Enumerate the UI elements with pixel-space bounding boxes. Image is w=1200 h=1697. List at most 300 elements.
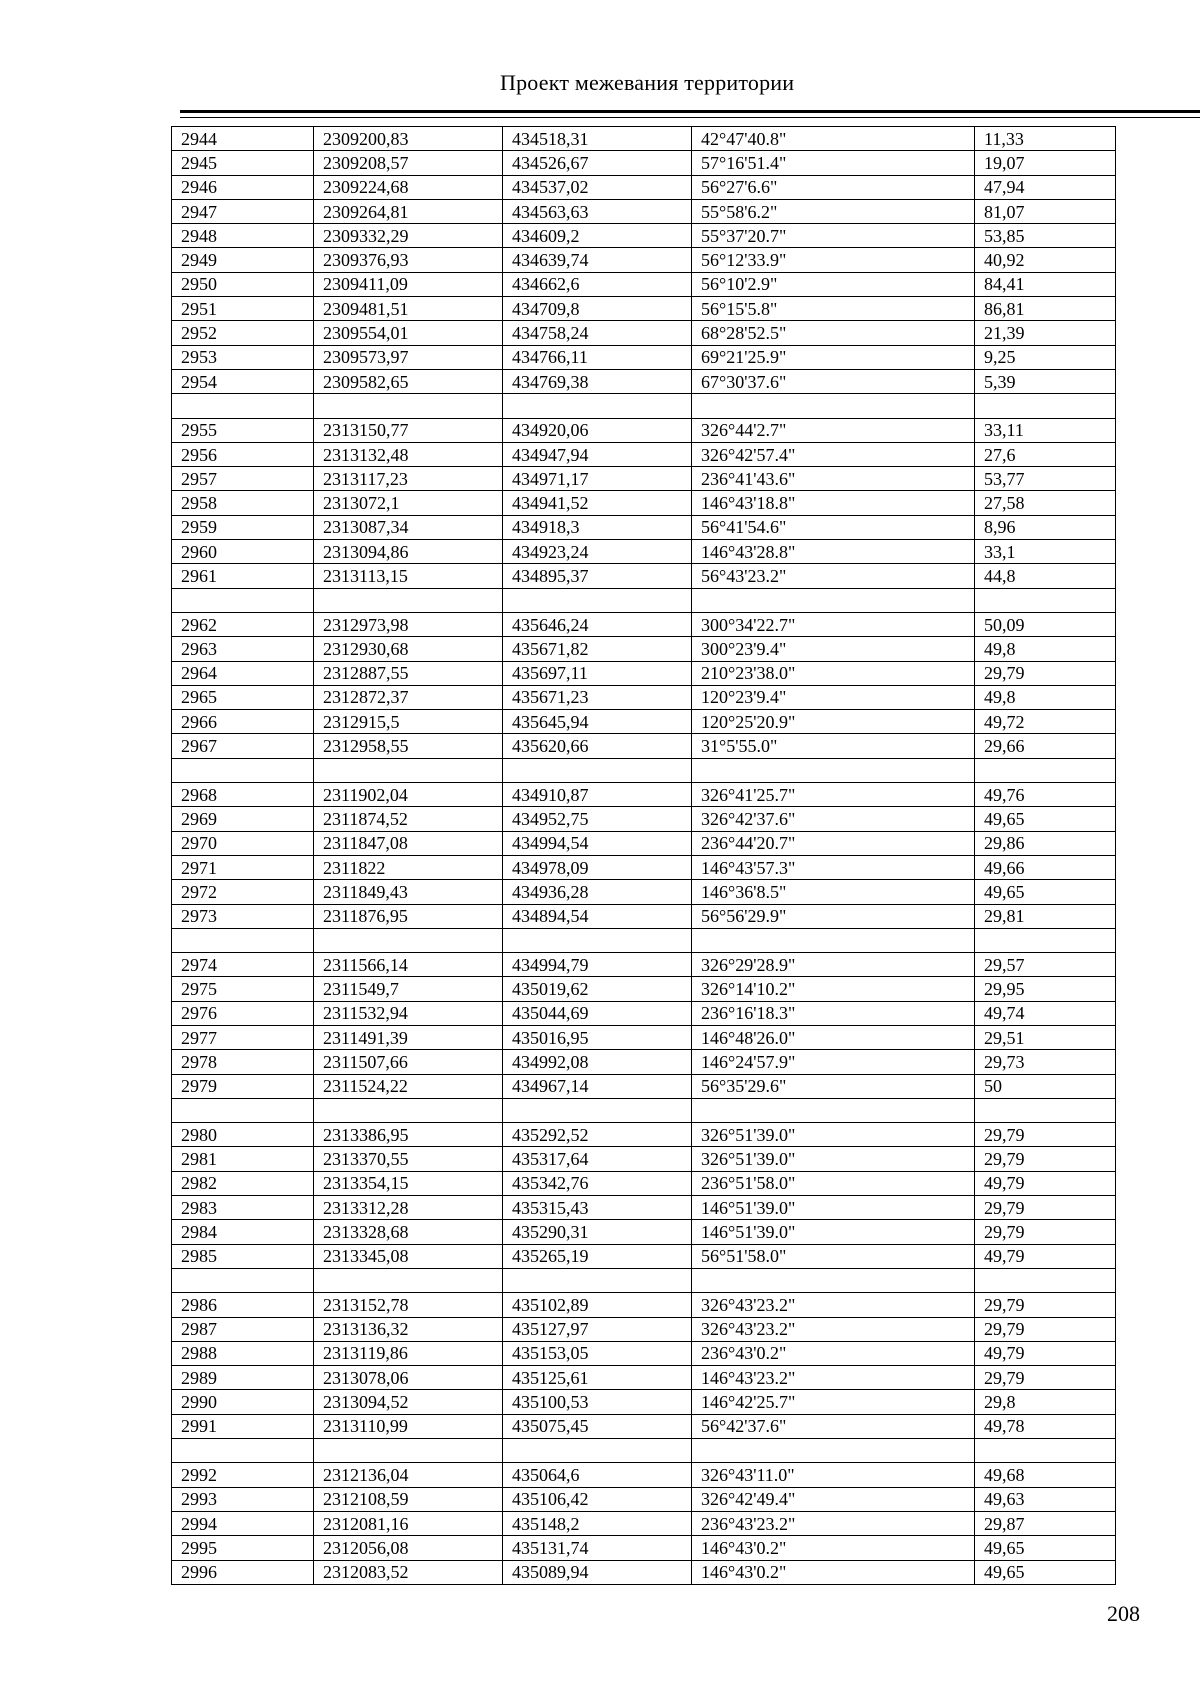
cell-direction-angle: 67°30'37.6" <box>692 369 975 393</box>
cell-direction-angle: 146°51'39.0" <box>692 1196 975 1220</box>
cell-x-coordinate: 2311902,04 <box>314 783 503 807</box>
cell-direction-angle: 56°35'29.6" <box>692 1074 975 1098</box>
cell-direction-angle: 236°51'58.0" <box>692 1171 975 1195</box>
table-row <box>172 1171 1116 1195</box>
cell-x-coordinate: 2311849,43 <box>314 880 503 904</box>
cell-length: 49,79 <box>975 1171 1116 1195</box>
cell-y-coordinate: 435671,23 <box>503 685 692 709</box>
table-separator-row <box>172 758 1116 782</box>
cell-y-coordinate: 434609,2 <box>503 224 692 248</box>
coordinates-table <box>171 126 1116 1585</box>
cell-x-coordinate: 2312108,59 <box>314 1487 503 1511</box>
table-row <box>172 1536 1116 1560</box>
table-row <box>172 127 1116 151</box>
cell-direction-angle: 326°44'2.7" <box>692 418 975 442</box>
cell-x-coordinate: 2311491,39 <box>314 1025 503 1049</box>
cell-y-coordinate: 435102,89 <box>503 1293 692 1317</box>
cell-direction-angle: 56°12'33.9" <box>692 248 975 272</box>
cell-direction-angle: 146°43'18.8" <box>692 491 975 515</box>
cell-y-coordinate <box>503 1098 692 1122</box>
cell-point-number: 2977 <box>172 1025 314 1049</box>
table-row <box>172 1560 1116 1584</box>
cell-direction-angle: 236°43'23.2" <box>692 1511 975 1535</box>
cell-y-coordinate: 435646,24 <box>503 612 692 636</box>
cell-length: 44,8 <box>975 564 1116 588</box>
cell-length: 81,07 <box>975 199 1116 223</box>
cell-y-coordinate: 434967,14 <box>503 1074 692 1098</box>
cell-direction-angle: 56°43'23.2" <box>692 564 975 588</box>
cell-point-number: 2987 <box>172 1317 314 1341</box>
cell-length <box>975 1439 1116 1463</box>
cell-length: 27,58 <box>975 491 1116 515</box>
cell-y-coordinate: 434758,24 <box>503 321 692 345</box>
cell-direction-angle: 146°43'57.3" <box>692 855 975 879</box>
cell-length: 49,68 <box>975 1463 1116 1487</box>
cell-x-coordinate: 2312930,68 <box>314 637 503 661</box>
cell-y-coordinate: 435265,19 <box>503 1244 692 1268</box>
cell-x-coordinate: 2313152,78 <box>314 1293 503 1317</box>
cell-point-number <box>172 1268 314 1292</box>
cell-length: 19,07 <box>975 151 1116 175</box>
cell-y-coordinate: 435016,95 <box>503 1025 692 1049</box>
cell-point-number <box>172 1098 314 1122</box>
cell-point-number: 2980 <box>172 1123 314 1147</box>
cell-direction-angle: 55°37'20.7" <box>692 224 975 248</box>
cell-x-coordinate: 2309554,01 <box>314 321 503 345</box>
cell-y-coordinate: 434639,74 <box>503 248 692 272</box>
cell-x-coordinate: 2313087,34 <box>314 515 503 539</box>
cell-direction-angle: 236°44'20.7" <box>692 831 975 855</box>
table-row <box>172 880 1116 904</box>
cell-x-coordinate: 2313136,32 <box>314 1317 503 1341</box>
cell-x-coordinate: 2313345,08 <box>314 1244 503 1268</box>
table-separator-row <box>172 928 1116 952</box>
header-rule-thick <box>180 110 1200 113</box>
cell-point-number <box>172 928 314 952</box>
cell-length <box>975 394 1116 418</box>
cell-x-coordinate: 2309411,09 <box>314 272 503 296</box>
cell-length <box>975 928 1116 952</box>
cell-direction-angle: 146°24'57.9" <box>692 1050 975 1074</box>
table-row <box>172 977 1116 1001</box>
cell-direction-angle: 56°42'37.6" <box>692 1414 975 1438</box>
cell-length: 49,66 <box>975 855 1116 879</box>
table-row <box>172 272 1116 296</box>
cell-point-number: 2961 <box>172 564 314 588</box>
cell-length: 49,72 <box>975 710 1116 734</box>
table-row <box>172 1244 1116 1268</box>
cell-y-coordinate: 435019,62 <box>503 977 692 1001</box>
cell-direction-angle: 68°28'52.5" <box>692 321 975 345</box>
cell-point-number: 2989 <box>172 1366 314 1390</box>
cell-direction-angle: 146°43'0.2" <box>692 1560 975 1584</box>
cell-direction-angle: 326°42'57.4" <box>692 442 975 466</box>
cell-direction-angle: 56°27'6.6" <box>692 175 975 199</box>
cell-length: 49,65 <box>975 1536 1116 1560</box>
cell-point-number: 2957 <box>172 467 314 491</box>
cell-point-number: 2979 <box>172 1074 314 1098</box>
cell-y-coordinate: 435697,11 <box>503 661 692 685</box>
cell-length: 29,79 <box>975 1366 1116 1390</box>
cell-y-coordinate <box>503 1268 692 1292</box>
cell-y-coordinate <box>503 1439 692 1463</box>
cell-length <box>975 588 1116 612</box>
cell-x-coordinate: 2309573,97 <box>314 345 503 369</box>
cell-y-coordinate: 434709,8 <box>503 297 692 321</box>
cell-y-coordinate: 434923,24 <box>503 540 692 564</box>
cell-direction-angle: 56°10'2.9" <box>692 272 975 296</box>
cell-y-coordinate: 434971,17 <box>503 467 692 491</box>
table-row <box>172 1001 1116 1025</box>
cell-point-number: 2963 <box>172 637 314 661</box>
cell-length: 29,79 <box>975 661 1116 685</box>
cell-x-coordinate: 2313386,95 <box>314 1123 503 1147</box>
cell-length: 49,76 <box>975 783 1116 807</box>
cell-y-coordinate: 435075,45 <box>503 1414 692 1438</box>
cell-point-number: 2956 <box>172 442 314 466</box>
cell-point-number: 2975 <box>172 977 314 1001</box>
cell-length: 29,51 <box>975 1025 1116 1049</box>
cell-length: 29,86 <box>975 831 1116 855</box>
cell-x-coordinate: 2309208,57 <box>314 151 503 175</box>
cell-length: 33,11 <box>975 418 1116 442</box>
cell-length <box>975 758 1116 782</box>
cell-point-number: 2952 <box>172 321 314 345</box>
cell-point-number: 2964 <box>172 661 314 685</box>
cell-length: 29,87 <box>975 1511 1116 1535</box>
cell-y-coordinate: 435342,76 <box>503 1171 692 1195</box>
cell-y-coordinate: 434978,09 <box>503 855 692 879</box>
cell-x-coordinate: 2313150,77 <box>314 418 503 442</box>
cell-direction-angle <box>692 394 975 418</box>
cell-direction-angle: 42°47'40.8" <box>692 127 975 151</box>
cell-x-coordinate: 2311847,08 <box>314 831 503 855</box>
cell-point-number: 2950 <box>172 272 314 296</box>
cell-x-coordinate: 2313312,28 <box>314 1196 503 1220</box>
cell-point-number: 2992 <box>172 1463 314 1487</box>
cell-length: 29,57 <box>975 953 1116 977</box>
cell-point-number <box>172 758 314 782</box>
cell-y-coordinate <box>503 928 692 952</box>
table-row <box>172 1366 1116 1390</box>
table-row <box>172 1317 1116 1341</box>
cell-point-number: 2949 <box>172 248 314 272</box>
cell-point-number: 2981 <box>172 1147 314 1171</box>
cell-point-number: 2991 <box>172 1414 314 1438</box>
cell-y-coordinate: 434920,06 <box>503 418 692 442</box>
table-row <box>172 418 1116 442</box>
cell-x-coordinate: 2311874,52 <box>314 807 503 831</box>
cell-x-coordinate: 2312872,37 <box>314 685 503 709</box>
cell-direction-angle: 146°43'28.8" <box>692 540 975 564</box>
cell-x-coordinate: 2312083,52 <box>314 1560 503 1584</box>
cell-y-coordinate: 435292,52 <box>503 1123 692 1147</box>
cell-length: 49,65 <box>975 807 1116 831</box>
table-row <box>172 1390 1116 1414</box>
cell-point-number: 2947 <box>172 199 314 223</box>
cell-direction-angle: 326°51'39.0" <box>692 1123 975 1147</box>
cell-length: 29,8 <box>975 1390 1116 1414</box>
table-separator-row <box>172 588 1116 612</box>
cell-length: 53,85 <box>975 224 1116 248</box>
cell-y-coordinate <box>503 394 692 418</box>
cell-x-coordinate: 2313119,86 <box>314 1341 503 1365</box>
cell-length: 29,79 <box>975 1220 1116 1244</box>
cell-point-number <box>172 1439 314 1463</box>
table-row <box>172 369 1116 393</box>
cell-y-coordinate: 434994,79 <box>503 953 692 977</box>
cell-x-coordinate: 2309200,83 <box>314 127 503 151</box>
table-row <box>172 248 1116 272</box>
cell-point-number: 2976 <box>172 1001 314 1025</box>
cell-length: 53,77 <box>975 467 1116 491</box>
cell-x-coordinate: 2312136,04 <box>314 1463 503 1487</box>
cell-y-coordinate: 434537,02 <box>503 175 692 199</box>
cell-y-coordinate: 434992,08 <box>503 1050 692 1074</box>
cell-point-number: 2962 <box>172 612 314 636</box>
cell-direction-angle: 55°58'6.2" <box>692 199 975 223</box>
table-row <box>172 1123 1116 1147</box>
cell-point-number: 2946 <box>172 175 314 199</box>
cell-point-number: 2948 <box>172 224 314 248</box>
header-rule-thin <box>180 117 1200 118</box>
document-header: Проект межевания территории <box>500 70 795 95</box>
table-row <box>172 515 1116 539</box>
cell-direction-angle: 326°29'28.9" <box>692 953 975 977</box>
cell-point-number: 2990 <box>172 1390 314 1414</box>
cell-length: 29,79 <box>975 1196 1116 1220</box>
cell-direction-angle: 120°23'9.4" <box>692 685 975 709</box>
cell-x-coordinate: 2311549,7 <box>314 977 503 1001</box>
cell-length: 40,92 <box>975 248 1116 272</box>
cell-direction-angle: 326°43'11.0" <box>692 1463 975 1487</box>
table-row <box>172 1025 1116 1049</box>
cell-direction-angle: 57°16'51.4" <box>692 151 975 175</box>
cell-y-coordinate: 435620,66 <box>503 734 692 758</box>
cell-y-coordinate: 435317,64 <box>503 1147 692 1171</box>
cell-x-coordinate: 2313113,15 <box>314 564 503 588</box>
cell-y-coordinate: 435671,82 <box>503 637 692 661</box>
cell-length: 50 <box>975 1074 1116 1098</box>
cell-length: 49,78 <box>975 1414 1116 1438</box>
cell-point-number: 2994 <box>172 1511 314 1535</box>
table-row <box>172 224 1116 248</box>
cell-point-number: 2968 <box>172 783 314 807</box>
cell-length: 29,79 <box>975 1123 1116 1147</box>
cell-direction-angle: 56°51'58.0" <box>692 1244 975 1268</box>
cell-length: 86,81 <box>975 297 1116 321</box>
cell-x-coordinate: 2313110,99 <box>314 1414 503 1438</box>
cell-x-coordinate: 2312056,08 <box>314 1536 503 1560</box>
cell-x-coordinate: 2309582,65 <box>314 369 503 393</box>
cell-point-number: 2988 <box>172 1341 314 1365</box>
cell-direction-angle: 146°48'26.0" <box>692 1025 975 1049</box>
cell-length: 29,79 <box>975 1317 1116 1341</box>
cell-point-number: 2965 <box>172 685 314 709</box>
cell-length: 49,65 <box>975 1560 1116 1584</box>
table-row <box>172 1487 1116 1511</box>
cell-length: 29,95 <box>975 977 1116 1001</box>
cell-x-coordinate: 2309264,81 <box>314 199 503 223</box>
table-row <box>172 1341 1116 1365</box>
cell-x-coordinate: 2311822 <box>314 855 503 879</box>
table-row <box>172 1293 1116 1317</box>
cell-point-number: 2993 <box>172 1487 314 1511</box>
cell-direction-angle <box>692 758 975 782</box>
cell-direction-angle: 236°41'43.6" <box>692 467 975 491</box>
cell-direction-angle: 326°43'23.2" <box>692 1293 975 1317</box>
cell-point-number: 2967 <box>172 734 314 758</box>
cell-length: 29,73 <box>975 1050 1116 1074</box>
cell-length: 84,41 <box>975 272 1116 296</box>
cell-length: 11,33 <box>975 127 1116 151</box>
table-row <box>172 855 1116 879</box>
cell-length: 29,79 <box>975 1293 1116 1317</box>
cell-direction-angle: 300°23'9.4" <box>692 637 975 661</box>
cell-y-coordinate: 434526,67 <box>503 151 692 175</box>
cell-direction-angle <box>692 588 975 612</box>
cell-y-coordinate: 434947,94 <box>503 442 692 466</box>
cell-x-coordinate: 2312958,55 <box>314 734 503 758</box>
cell-direction-angle: 146°36'8.5" <box>692 880 975 904</box>
cell-y-coordinate <box>503 758 692 782</box>
cell-point-number: 2951 <box>172 297 314 321</box>
cell-point-number: 2959 <box>172 515 314 539</box>
cell-y-coordinate: 435131,74 <box>503 1536 692 1560</box>
table-row <box>172 297 1116 321</box>
cell-point-number: 2982 <box>172 1171 314 1195</box>
cell-y-coordinate: 434563,63 <box>503 199 692 223</box>
cell-x-coordinate: 2309332,29 <box>314 224 503 248</box>
cell-direction-angle: 120°25'20.9" <box>692 710 975 734</box>
cell-y-coordinate: 435290,31 <box>503 1220 692 1244</box>
table-row <box>172 467 1116 491</box>
cell-length: 33,1 <box>975 540 1116 564</box>
cell-direction-angle: 56°56'29.9" <box>692 904 975 928</box>
cell-length: 27,6 <box>975 442 1116 466</box>
cell-y-coordinate: 434518,31 <box>503 127 692 151</box>
cell-direction-angle: 210°23'38.0" <box>692 661 975 685</box>
cell-y-coordinate: 434918,3 <box>503 515 692 539</box>
cell-x-coordinate <box>314 928 503 952</box>
cell-y-coordinate: 435153,05 <box>503 1341 692 1365</box>
cell-x-coordinate: 2313328,68 <box>314 1220 503 1244</box>
cell-y-coordinate: 435089,94 <box>503 1560 692 1584</box>
table-row <box>172 151 1116 175</box>
table-row <box>172 491 1116 515</box>
cell-y-coordinate: 434936,28 <box>503 880 692 904</box>
cell-x-coordinate: 2313132,48 <box>314 442 503 466</box>
cell-point-number: 2996 <box>172 1560 314 1584</box>
cell-direction-angle: 146°42'25.7" <box>692 1390 975 1414</box>
cell-length <box>975 1268 1116 1292</box>
cell-length: 8,96 <box>975 515 1116 539</box>
cell-x-coordinate: 2313354,15 <box>314 1171 503 1195</box>
table-row <box>172 1050 1116 1074</box>
cell-point-number: 2958 <box>172 491 314 515</box>
cell-direction-angle: 326°42'49.4" <box>692 1487 975 1511</box>
cell-y-coordinate: 435100,53 <box>503 1390 692 1414</box>
page-number: 208 <box>1107 1601 1140 1626</box>
cell-x-coordinate: 2313370,55 <box>314 1147 503 1171</box>
cell-x-coordinate: 2312081,16 <box>314 1511 503 1535</box>
cell-y-coordinate: 435148,2 <box>503 1511 692 1535</box>
table-row <box>172 199 1116 223</box>
cell-point-number: 2969 <box>172 807 314 831</box>
cell-length: 29,81 <box>975 904 1116 928</box>
cell-point-number: 2973 <box>172 904 314 928</box>
cell-y-coordinate: 435044,69 <box>503 1001 692 1025</box>
cell-direction-angle: 31°5'55.0" <box>692 734 975 758</box>
cell-point-number: 2944 <box>172 127 314 151</box>
cell-direction-angle: 326°41'25.7" <box>692 783 975 807</box>
cell-x-coordinate: 2309224,68 <box>314 175 503 199</box>
cell-y-coordinate: 434952,75 <box>503 807 692 831</box>
table-separator-row <box>172 1098 1116 1122</box>
cell-x-coordinate: 2312915,5 <box>314 710 503 734</box>
cell-y-coordinate: 434994,54 <box>503 831 692 855</box>
cell-direction-angle: 300°34'22.7" <box>692 612 975 636</box>
cell-direction-angle <box>692 1098 975 1122</box>
table-row <box>172 637 1116 661</box>
cell-x-coordinate: 2311524,22 <box>314 1074 503 1098</box>
cell-x-coordinate: 2313117,23 <box>314 467 503 491</box>
cell-direction-angle: 326°43'23.2" <box>692 1317 975 1341</box>
cell-y-coordinate: 435064,6 <box>503 1463 692 1487</box>
cell-direction-angle: 69°21'25.9" <box>692 345 975 369</box>
cell-length: 47,94 <box>975 175 1116 199</box>
cell-y-coordinate: 435645,94 <box>503 710 692 734</box>
cell-point-number: 2978 <box>172 1050 314 1074</box>
cell-y-coordinate: 434894,54 <box>503 904 692 928</box>
cell-length: 29,66 <box>975 734 1116 758</box>
cell-x-coordinate: 2311876,95 <box>314 904 503 928</box>
coordinates-table-body <box>172 127 1116 1585</box>
table-separator-row <box>172 394 1116 418</box>
cell-x-coordinate <box>314 588 503 612</box>
cell-point-number: 2984 <box>172 1220 314 1244</box>
cell-x-coordinate <box>314 1098 503 1122</box>
table-row <box>172 175 1116 199</box>
cell-point-number: 2960 <box>172 540 314 564</box>
cell-length: 49,79 <box>975 1341 1116 1365</box>
cell-direction-angle: 146°43'23.2" <box>692 1366 975 1390</box>
cell-y-coordinate: 434895,37 <box>503 564 692 588</box>
table-row <box>172 953 1116 977</box>
cell-direction-angle: 326°14'10.2" <box>692 977 975 1001</box>
table-row <box>172 1074 1116 1098</box>
cell-x-coordinate: 2313078,06 <box>314 1366 503 1390</box>
table-row <box>172 1196 1116 1220</box>
table-row <box>172 612 1116 636</box>
cell-y-coordinate: 434910,87 <box>503 783 692 807</box>
cell-direction-angle: 146°51'39.0" <box>692 1220 975 1244</box>
cell-direction-angle: 146°43'0.2" <box>692 1536 975 1560</box>
table-row <box>172 1220 1116 1244</box>
cell-point-number: 2986 <box>172 1293 314 1317</box>
cell-length: 49,63 <box>975 1487 1116 1511</box>
cell-point-number: 2985 <box>172 1244 314 1268</box>
cell-direction-angle: 236°43'0.2" <box>692 1341 975 1365</box>
cell-x-coordinate: 2313094,52 <box>314 1390 503 1414</box>
cell-y-coordinate: 435127,97 <box>503 1317 692 1341</box>
cell-direction-angle: 56°15'5.8" <box>692 297 975 321</box>
table-row <box>172 904 1116 928</box>
table-row <box>172 345 1116 369</box>
cell-length: 49,8 <box>975 637 1116 661</box>
table-separator-row <box>172 1268 1116 1292</box>
cell-direction-angle <box>692 928 975 952</box>
